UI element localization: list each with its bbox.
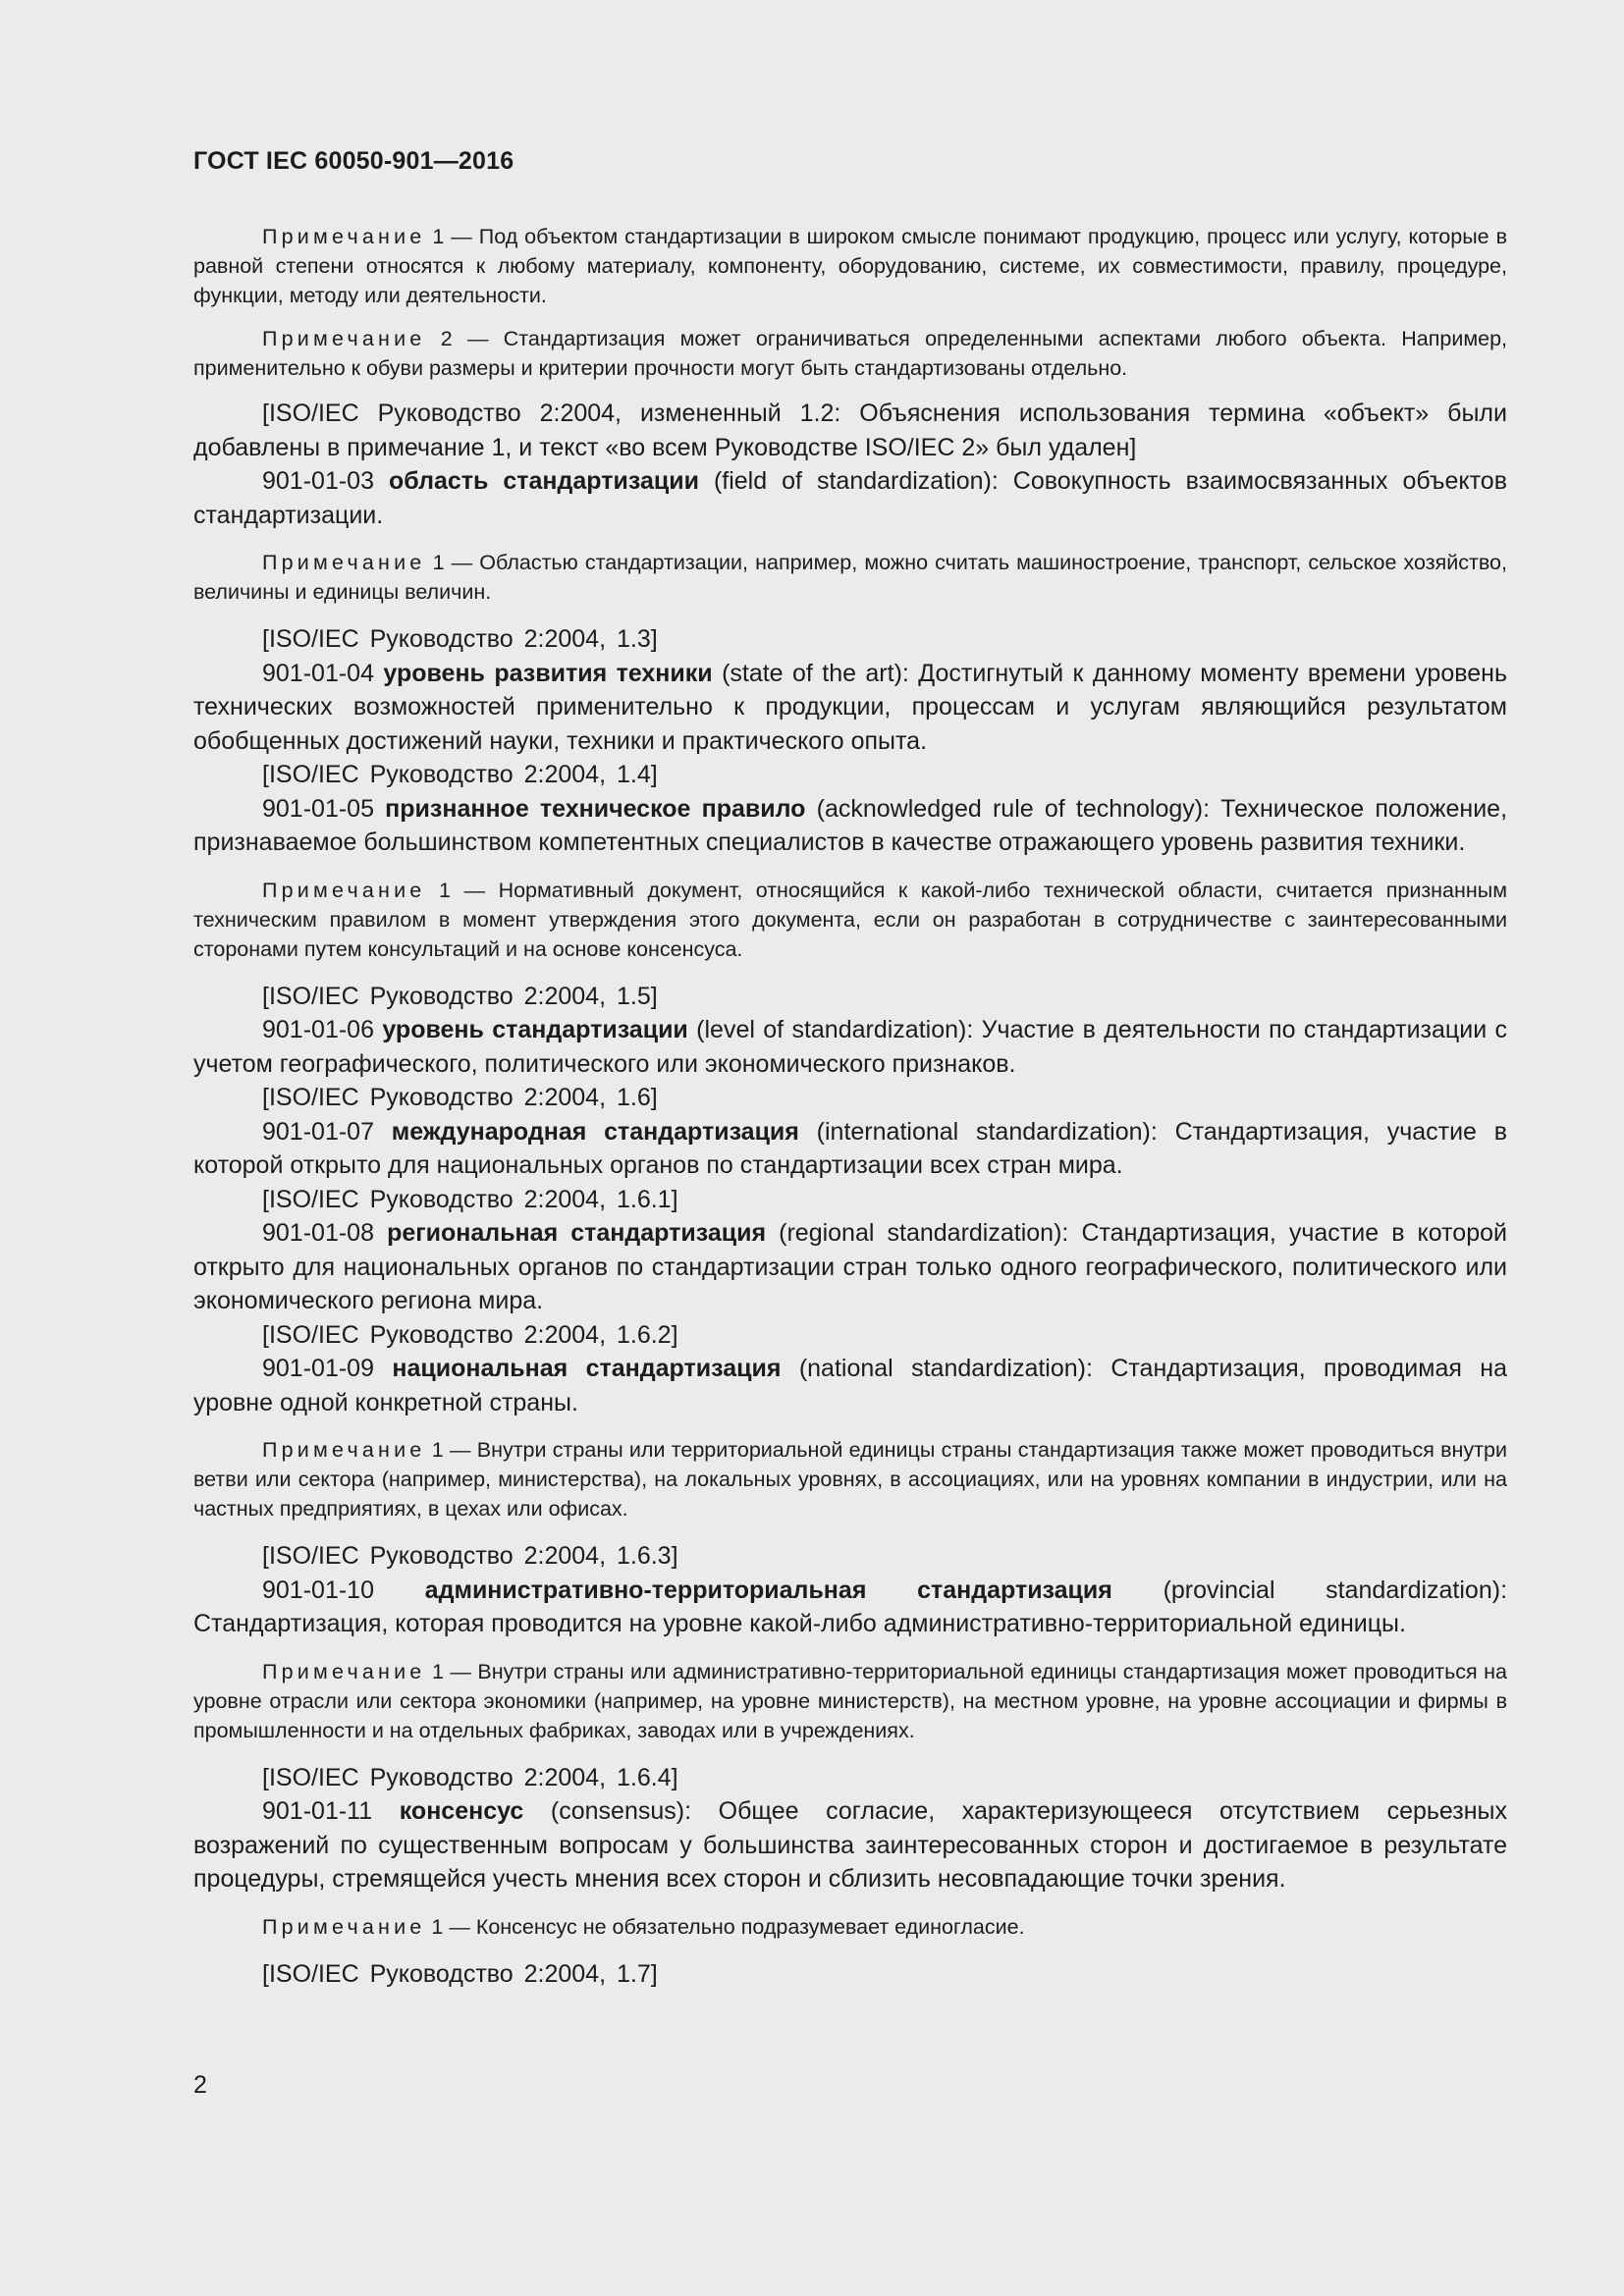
source-reference: [ISO/IEC Руководство 2:2004, 1.6.4] xyxy=(262,1763,678,1791)
term-entry xyxy=(193,1574,1507,1641)
note-text: 2 — Стандартизация может ограничиваться определенными аспектами любого объекта. Например, применительно к обуви размеры и критерии прочности могут быть стандартизованы отдельно. xyxy=(193,327,1507,380)
term-definition: Общее согласие, характеризующееся отсутствием серьезных возражений по существенным вопросам у большинства заинтересованных сторон и достигаемое в результате процедуры, стремящейся учесть мнения всех сторон и сблизить несовпадающие точки зрения. xyxy=(193,1797,1508,1893)
term-code: 901-01-08 xyxy=(262,1219,374,1247)
term-entry xyxy=(193,1352,1507,1419)
source-reference: [ISO/IEC Руководство 2:2004, 1.6] xyxy=(262,1084,658,1111)
page-number: 2 xyxy=(193,2071,207,2099)
term-code: 901-01-06 xyxy=(262,1016,374,1043)
note-text: 1 — Нормативный документ, относящийся к какой-либо технической области, считается признанным техническим правилом в момент утверждения этого документа, если он разработан в сотрудничестве с заинтересованными сторонами путем консультаций и на основе консенсуса. xyxy=(193,878,1507,961)
term-definition: Техническое положение, признаваемое большинством компетентных специалистов в качестве отражающего уровень развития техники. xyxy=(193,794,1508,856)
term-code: 901-01-04 xyxy=(262,659,374,687)
source-reference: [ISO/IEC Руководство 2:2004, 1.7] xyxy=(262,1959,658,1988)
term-english: (level of standardization): xyxy=(696,1016,974,1043)
term-english: (national standardization): xyxy=(798,1355,1093,1382)
document-content xyxy=(193,222,1507,1991)
term-english: (regional standardization): xyxy=(779,1219,1069,1247)
source-reference: [ISO/IEC Руководство 2:2004, 1.6.1] xyxy=(262,1185,678,1213)
term-definition: Участие в деятельности по стандартизации с учетом географического, политического или экономического признаков. xyxy=(193,1016,1508,1078)
term-english: (provincial standardization): xyxy=(1163,1575,1508,1604)
note-paragraph xyxy=(193,1912,1507,1942)
term-code: 901-01-05 xyxy=(262,794,374,823)
note-text: 1 — Внутри страны или территориальной единицы страны стандартизация также может проводиться внутри ветви или сектора (например, министерства), на локальных уровнях, в ассоциациях, или на уровнях компании в индустрии, или на частных предприятиях, в цехах или офисах. xyxy=(193,1438,1507,1521)
term-definition: Стандартизация, которая проводится на уровне какой-либо административно-территориальной единицы. xyxy=(193,1610,1406,1637)
source-reference: [ISO/IEC Руководство 2:2004, 1.6.3] xyxy=(262,1542,678,1570)
term-name: признанное техническое правило xyxy=(385,794,806,823)
source-reference: [ISO/IEC Руководство 2:2004, 1.4] xyxy=(262,761,658,788)
term-code: 901-01-11 xyxy=(262,1797,373,1825)
term-english: (international standardization): xyxy=(816,1117,1158,1146)
note-paragraph xyxy=(193,876,1507,964)
note-label: Примечание xyxy=(262,878,426,902)
source-reference: [ISO/IEC Руководство 2:2004, 1.3] xyxy=(262,625,658,653)
note-paragraph xyxy=(193,1657,1507,1745)
term-definition: Стандартизация, проводимая на уровне одной конкретной страны. xyxy=(193,1355,1507,1416)
note-label: Примечание xyxy=(262,327,426,350)
note-paragraph xyxy=(193,1435,1507,1523)
term-name: уровень стандартизации xyxy=(382,1016,688,1043)
note-label: Примечание xyxy=(262,225,426,248)
term-name: административно-территориальная стандартизация xyxy=(424,1575,1112,1604)
term-entry xyxy=(193,1216,1507,1318)
term-definition: Стандартизация, участие в которой открыто для национальных органов по стандартизации стран только одного географического, политического или экономического региона мира. xyxy=(193,1219,1507,1314)
source-reference: [ISO/IEC Руководство 2:2004, измененный 1.2: Объяснения использования термина «объект» были добавлены в примечание 1, и текст «во всем Руководстве ISO/IEC 2» был удален] xyxy=(193,400,1507,461)
term-code: 901-01-03 xyxy=(262,467,374,495)
source-reference: [ISO/IEC Руководство 2:2004, 1.6.2] xyxy=(262,1320,678,1349)
term-definition: Совокупность взаимосвязанных объектов стандартизации. xyxy=(193,467,1507,529)
note-paragraph xyxy=(193,548,1507,607)
term-english: (acknowledged rule of technology): xyxy=(816,794,1211,823)
note-label: Примечание xyxy=(262,1914,426,1939)
term-entry xyxy=(193,1794,1507,1896)
term-name: международная стандартизация xyxy=(391,1117,799,1146)
term-entry xyxy=(193,1013,1507,1081)
term-code: 901-01-10 xyxy=(262,1575,374,1604)
term-code: 901-01-09 xyxy=(262,1355,374,1382)
note-text: 1 — Внутри страны или административно-территориальной единицы стандартизация может проводиться на уровне отрасли или сектора экономики (например, на уровне министерств), на местном уровне, на уровне ассоциации и фирмы в промышленности и на отдельных фабриках, заводах или в учреждениях. xyxy=(193,1659,1507,1742)
term-entry xyxy=(193,792,1507,860)
term-name: уровень развития техники xyxy=(383,659,713,687)
source-reference: [ISO/IEC Руководство 2:2004, 1.5] xyxy=(262,982,658,1010)
term-entry xyxy=(193,1115,1507,1183)
document-header: ГОСТ IEC 60050-901—2016 xyxy=(193,147,514,175)
term-english: (consensus): xyxy=(550,1797,692,1825)
term-name: область стандартизации xyxy=(388,467,699,495)
note-paragraph xyxy=(193,324,1507,383)
term-name: консенсус xyxy=(399,1797,524,1825)
term-definition: Достигнутый к данному моменту времени уровень технических возможностей применительно к продукции, процессам и услугам являющийся результатом обобщенных достижений науки, техники и практического опыта. xyxy=(193,659,1507,755)
term-name: региональная стандартизация xyxy=(387,1219,767,1247)
note-text: 1 — Консенсус не обязательно подразумевает единогласие. xyxy=(425,1914,1025,1939)
term-english: (field of standardization): xyxy=(713,467,999,495)
term-code: 901-01-07 xyxy=(262,1117,374,1146)
term-name: национальная стандартизация xyxy=(392,1355,782,1382)
term-entry xyxy=(193,657,1507,759)
term-definition: Стандартизация, участие в которой открыто для национальных органов по стандартизации всех стран мира. xyxy=(193,1117,1507,1179)
term-english: (state of the art): xyxy=(722,659,909,687)
term-entry xyxy=(193,464,1507,532)
note-paragraph xyxy=(193,222,1507,310)
note-label: Примечание xyxy=(262,1659,426,1683)
note-text: 1 — Под объектом стандартизации в широком смысле понимают продукцию, процесс или услугу, которые в равной степени относятся к любому материалу, компоненту, оборудованию, системе, их совместимости, правилу, процедуре, функции, методу или деятельности. xyxy=(193,225,1507,307)
note-label: Примечание xyxy=(262,1438,426,1462)
note-text: 1 — Областью стандартизации, например, можно считать машиностроение, транспорт, сельское хозяйство, величины и единицы величин. xyxy=(193,551,1507,604)
note-label: Примечание xyxy=(262,551,426,574)
